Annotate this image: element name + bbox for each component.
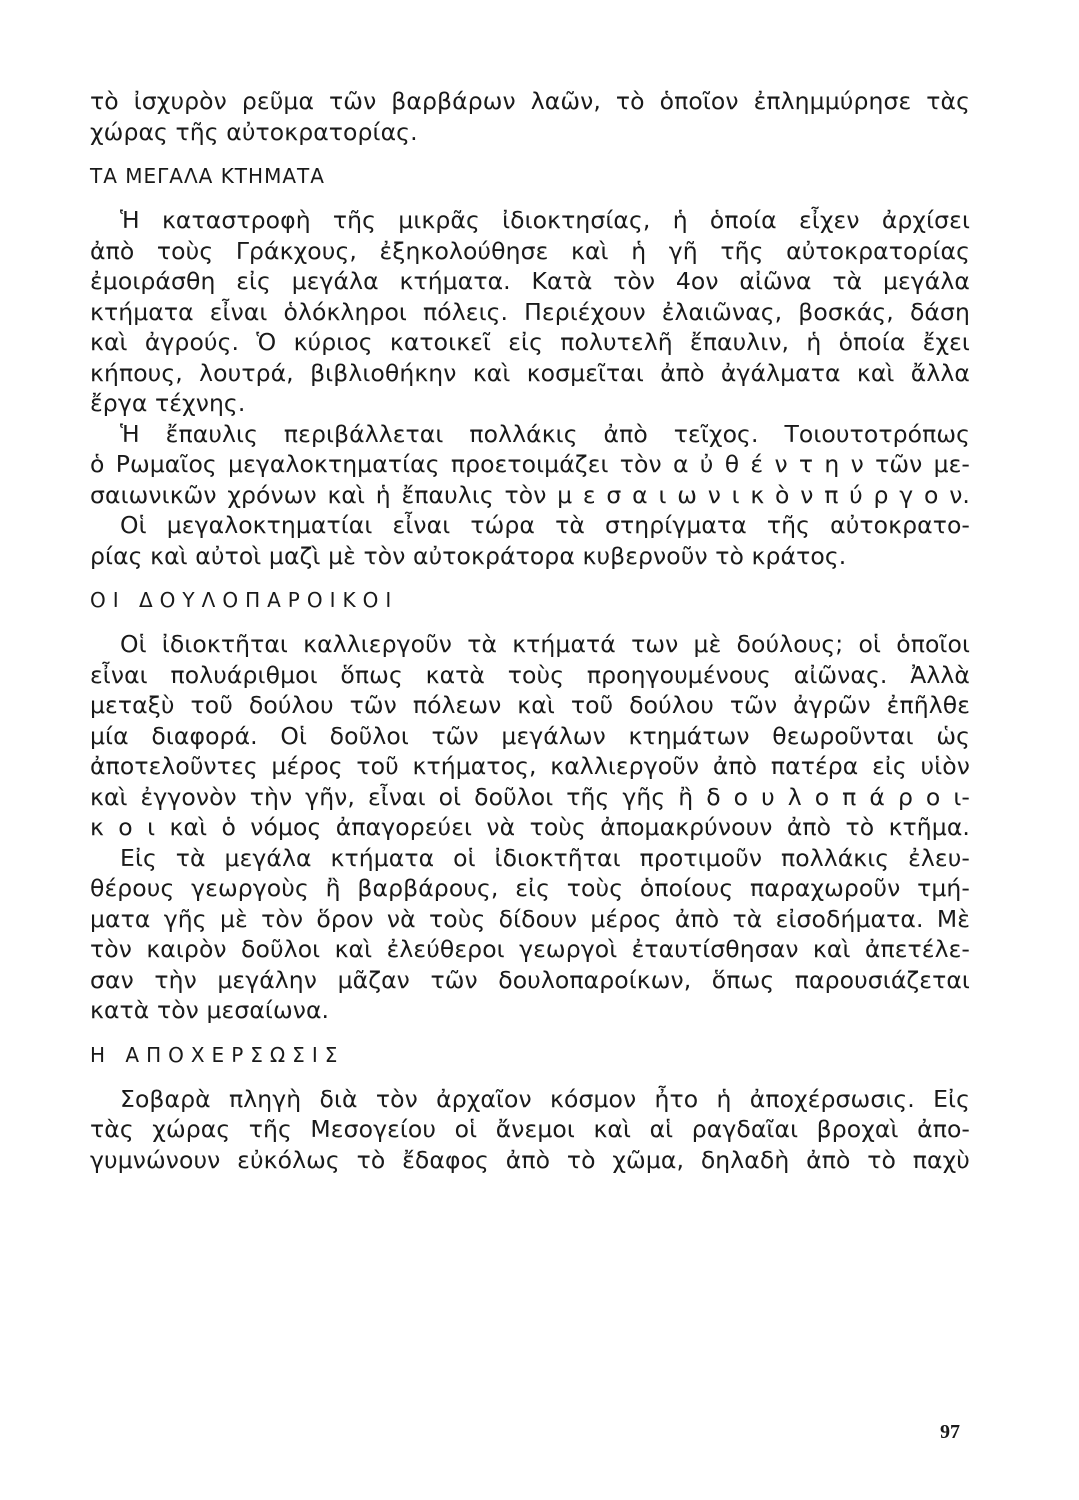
text-line: καὶ ἐγγονὸν τὴν γῆν, εἶναι οἱ δοῦλοι τῆς γῆς ἢ δ ο υ λ ο π ά ρ ο ι- xyxy=(90,782,970,811)
text-line: γυμνώνουν εὐκόλως τὸ ἔδαφος ἀπὸ τὸ χῶμα, δηλαδὴ ἀπὸ τὸ παχὺ xyxy=(90,1145,970,1174)
section-heading-large-estates: ΤΑ ΜΕΓΑΛΑ ΚΤΗΜΑΤΑ xyxy=(90,164,325,188)
text-line: Ἡ ἔπαυλις περιβάλλεται πολλάκις ἀπὸ τεῖχος. Τοιουτοτρόπως xyxy=(120,419,970,448)
text-line: σαιωνικῶν χρόνων καὶ ἡ ἔπαυλις τὸν μ ε σ α ι ω ν ι κ ὸ ν π ύ ρ γ ο ν. xyxy=(90,480,970,509)
text-line: τὸν καιρὸν δοῦλοι καὶ ἐλεύθεροι γεωργοὶ ἐταυτίσθησαν καὶ ἀπετέλε- xyxy=(90,935,970,963)
paragraph xyxy=(90,205,970,419)
page-body xyxy=(90,86,970,1175)
text-line: ἐμοιράσθη εἰς μεγάλα κτήματα. Κατὰ τὸν 4ον αἰῶνα τὰ μεγάλα xyxy=(90,267,970,295)
text-line: καὶ ἀγρούς. Ὁ κύριος κατοικεῖ εἰς πολυτελῆ ἔπαυλιν, ἡ ὁποία ἔχει xyxy=(90,328,970,356)
paragraph xyxy=(90,629,970,843)
text-line: ρίας καὶ αὐτοὶ μαζὶ μὲ τὸν αὐτοκράτορα κυβερνοῦν τὸ κράτος. xyxy=(90,541,847,570)
text-line: ἔργα τέχνης. xyxy=(90,389,246,417)
text-line: εἶναι πολυάριθμοι ὅπως κατὰ τοὺς προηγουμένους αἰῶνας. Ἀλλὰ xyxy=(90,660,970,689)
text-line: σαν τὴν μεγάλην μᾶζαν τῶν δουλοπαροίκων, ὅπως παρουσιάζεται xyxy=(90,965,970,994)
text-line: θέρους γεωργοὺς ἢ βαρβάρους, εἰς τοὺς ὁποίους παραχωροῦν τμή- xyxy=(90,874,970,902)
text-line: τὸ ἰσχυρὸν ρεῦμα τῶν βαρβάρων λαῶν, τὸ ὁποῖον ἐπλημμύρησε τὰς xyxy=(90,87,970,115)
text-line: χώρας τῆς αὐτοκρατορίας. xyxy=(90,117,418,146)
text-line: τὰς χώρας τῆς Μεσογείου οἱ ἄνεμοι καὶ αἱ ραγδαῖαι βροχαὶ ἀπο- xyxy=(90,1115,970,1143)
section-heading-serfs: ΟΙ ΔΟΥΛΟΠΑΡΟΙΚΟΙ xyxy=(90,588,399,612)
page-number: 97 xyxy=(940,1421,960,1443)
text-line: κήπους, λουτρά, βιβλιοθήκην καὶ κοσμεῖται ἀπὸ ἀγάλματα καὶ ἄλλα xyxy=(90,358,970,387)
text-line: ἀπὸ τοὺς Γράκχους, ἐξηκολούθησε καὶ ἡ γῆ τῆς αὐτοκρατορίας xyxy=(90,236,970,265)
text-line: κτήματα εἶναι ὁλόκληροι πόλεις. Περιέχουν ἐλαιῶνας, βοσκάς, δάση xyxy=(90,297,970,326)
paragraph xyxy=(90,843,970,1026)
text-line: ὁ Ρωμαῖος μεγαλοκτηματίας προετοιμάζει τὸν α ὐ θ έ ν τ η ν τῶν με- xyxy=(90,450,970,478)
paragraph xyxy=(90,510,970,571)
text-line: Σοβαρὰ πληγὴ διὰ τὸν ἀρχαῖον κόσμον ἦτο ἡ ἀποχέρσωσις. Εἰς xyxy=(120,1084,970,1113)
text-line: ἀποτελοῦντες μέρος τοῦ κτήματος, καλλιεργοῦν ἀπὸ πατέρα εἰς υἱὸν xyxy=(90,752,970,780)
section-heading-deforestation: Η ΑΠΟΧΕΡΣΩΣΙΣ xyxy=(90,1042,345,1067)
text-line: μεταξὺ τοῦ δούλου τῶν πόλεων καὶ τοῦ δούλου τῶν ἀγρῶν ἐπῆλθε xyxy=(90,691,970,719)
text-line: μία διαφορά. Οἱ δοῦλοι τῶν μεγάλων κτημάτων θεωροῦνται ὡς xyxy=(90,721,970,750)
text-line: Ἡ καταστροφὴ τῆς μικρᾶς ἰδιοκτησίας, ἡ ὁποία εἶχεν ἀρχίσει xyxy=(120,206,970,234)
paragraph xyxy=(90,419,970,511)
text-line: Οἱ μεγαλοκτηματίαι εἶναι τώρα τὰ στηρίγματα τῆς αὐτοκρατο- xyxy=(120,511,970,539)
text-line: κ ο ι καὶ ὁ νόμος ἀπαγορεύει νὰ τοὺς ἀπομακρύνουν ἀπὸ τὸ κτῆμα. xyxy=(90,813,970,841)
opening-paragraph xyxy=(90,86,970,147)
text-line: Οἱ ἰδιοκτῆται καλλιεργοῦν τὰ κτήματά των μὲ δούλους; οἱ ὁποῖοι xyxy=(120,630,970,658)
paragraph xyxy=(90,1084,970,1176)
text-line: Εἰς τὰ μεγάλα κτήματα οἱ ἰδιοκτῆται προτιμοῦν πολλάκις ἐλευ- xyxy=(120,843,970,872)
text-line: κατὰ τὸν μεσαίωνα. xyxy=(90,996,330,1024)
text-line: ματα γῆς μὲ τὸν ὅρον νὰ τοὺς δίδουν μέρος ἀπὸ τὰ εἰσοδήματα. Μὲ xyxy=(90,904,970,933)
